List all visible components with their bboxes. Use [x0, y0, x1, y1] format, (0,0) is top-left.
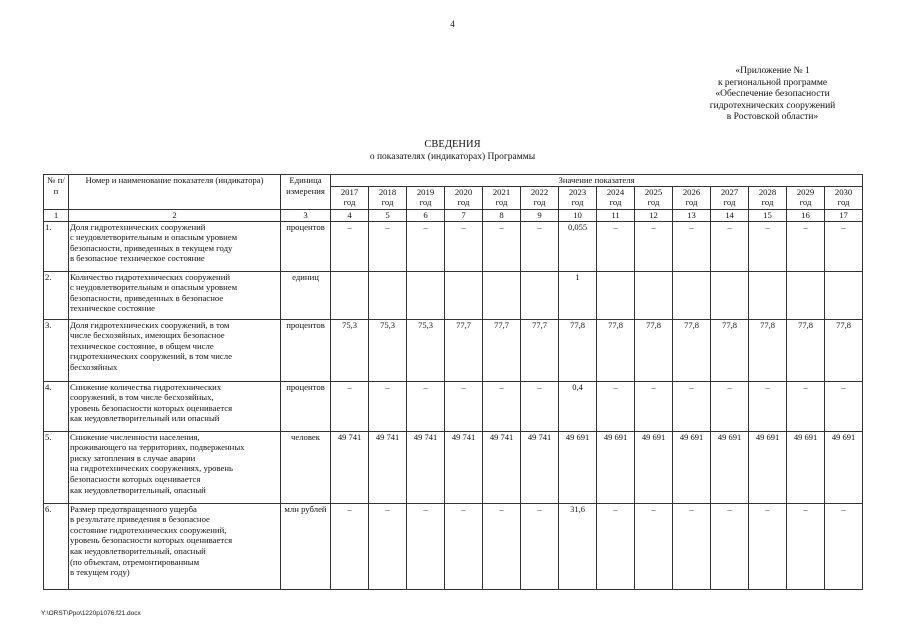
- year-suffix: год: [533, 197, 546, 207]
- value-cell: –: [445, 221, 483, 271]
- indicator-name-line: безопасности, приведенных в безопасное: [70, 292, 224, 303]
- year-label: 2020: [454, 187, 473, 197]
- value-cell: 77,8: [749, 319, 787, 381]
- indicator-unit: млн рублей: [281, 503, 331, 589]
- value-cell: [635, 271, 673, 319]
- column-number: 14: [711, 210, 749, 222]
- header-year-cell: [331, 187, 369, 210]
- year-label: 2022: [530, 187, 549, 197]
- header-year-cell: [521, 187, 559, 210]
- indicator-name-line: как неудовлетворительный, опасный: [70, 545, 206, 556]
- value-cell: [711, 271, 749, 319]
- header-year-cell: [597, 187, 635, 210]
- indicator-name-line: проживающего на территориях, подверженных: [70, 442, 245, 453]
- value-cell: –: [597, 381, 635, 431]
- value-cell: –: [749, 381, 787, 431]
- value-cell: [673, 271, 711, 319]
- value-cell: [331, 271, 369, 319]
- file-path-footer: Y:\ORST\Ppo\1220p1076.f21.docx: [41, 610, 141, 617]
- column-number: 3: [281, 210, 331, 222]
- value-cell: –: [331, 221, 369, 271]
- header-year-cell: [711, 187, 749, 210]
- value-cell: 77,8: [787, 319, 825, 381]
- row-number: 3.: [44, 319, 69, 381]
- row-number: 6.: [44, 503, 69, 589]
- column-number: 9: [521, 210, 559, 222]
- year-label: 2025: [644, 187, 663, 197]
- column-number: 8: [483, 210, 521, 222]
- value-cell: 49 691: [673, 431, 711, 503]
- value-cell: 77,7: [445, 319, 483, 381]
- indicator-name: [69, 431, 281, 503]
- year-suffix: год: [609, 197, 622, 207]
- year-label: 2017: [340, 187, 359, 197]
- value-cell: 77,8: [711, 319, 749, 381]
- year-label: 2018: [378, 187, 397, 197]
- value-cell: [749, 271, 787, 319]
- value-cell: 49 741: [369, 431, 407, 503]
- appendix-line: к региональной программе: [717, 77, 828, 88]
- year-suffix: год: [799, 197, 812, 207]
- table-row: [44, 221, 863, 271]
- value-cell: –: [787, 381, 825, 431]
- header-year-cell: [559, 187, 597, 210]
- header-value-group: Значение показателя: [331, 175, 863, 187]
- year-label: 2030: [834, 187, 853, 197]
- column-number: 15: [749, 210, 787, 222]
- indicator-name-line: техническое состояние, в общем числе: [70, 340, 214, 351]
- header-row: [44, 175, 863, 187]
- value-cell: –: [749, 503, 787, 589]
- header-year-cell: [825, 187, 863, 210]
- indicator-name-line: техническое состояние: [70, 303, 156, 314]
- value-cell: –: [597, 503, 635, 589]
- page-number: 4: [450, 19, 455, 29]
- value-cell: –: [369, 503, 407, 589]
- value-cell: –: [673, 221, 711, 271]
- value-cell: –: [635, 381, 673, 431]
- value-cell: 77,8: [635, 319, 673, 381]
- indicator-name-line: Размер предотвращенного ущерба: [70, 503, 197, 514]
- year-suffix: год: [685, 197, 698, 207]
- value-cell: –: [635, 503, 673, 589]
- indicator-name-line: состояние гидротехнических сооружений,: [70, 524, 227, 535]
- indicator-name: [69, 381, 281, 431]
- indicator-name-line: риску затопления в случае аварии: [70, 452, 196, 463]
- value-cell: 77,7: [483, 319, 521, 381]
- value-cell: 49 691: [711, 431, 749, 503]
- value-cell: –: [521, 381, 559, 431]
- indicator-unit: процентов: [281, 319, 331, 381]
- column-number: 10: [559, 210, 597, 222]
- value-cell: 77,8: [673, 319, 711, 381]
- document-title: СВЕДЕНИЯ: [424, 139, 481, 150]
- indicator-name: [69, 503, 281, 589]
- indicator-name-line: (по объектам, отремонтированным: [70, 556, 200, 567]
- header-year-cell: [673, 187, 711, 210]
- value-cell: –: [749, 221, 787, 271]
- value-cell: 49 741: [445, 431, 483, 503]
- value-cell: 49 691: [787, 431, 825, 503]
- value-cell: –: [711, 381, 749, 431]
- indicator-name-line: как неудовлетворительный или опасный: [70, 413, 220, 424]
- value-cell: [369, 271, 407, 319]
- table-row: [44, 271, 863, 319]
- year-suffix: год: [647, 197, 660, 207]
- header-name: Номер и наименование показателя (индикатора): [69, 175, 281, 210]
- indicator-name-line: уровень безопасности которых оценивается: [70, 535, 233, 546]
- value-cell: 49 741: [331, 431, 369, 503]
- year-suffix: год: [419, 197, 432, 207]
- indicator-name-line: Доля гидротехнических сооружений, в том: [70, 319, 230, 330]
- header-year-cell: [635, 187, 673, 210]
- indicator-name-line: с неудовлетворительным и опасным уровнем: [70, 232, 238, 243]
- appendix-line: «Приложение № 1: [735, 66, 810, 76]
- indicator-name-line: в текущем году): [70, 567, 130, 578]
- indicator-name-line: Снижение количества гидротехнических: [70, 381, 222, 392]
- value-cell: –: [711, 503, 749, 589]
- value-cell: –: [635, 221, 673, 271]
- indicator-unit: человек: [281, 431, 331, 503]
- column-number: 4: [331, 210, 369, 222]
- year-suffix: год: [457, 197, 470, 207]
- indicator-name-line: уровень безопасности которых оценивается: [70, 402, 233, 413]
- table-row: [44, 319, 863, 381]
- value-cell: [483, 271, 521, 319]
- value-cell: –: [483, 221, 521, 271]
- year-suffix: год: [571, 197, 584, 207]
- document-subtitle: о показателях (индикаторах) Программы: [369, 152, 536, 162]
- indicator-name-line: Снижение численности населения,: [70, 431, 200, 442]
- value-cell: 0,055: [559, 221, 597, 271]
- value-cell: 31,6: [559, 503, 597, 589]
- value-cell: 49 741: [483, 431, 521, 503]
- column-number: 2: [69, 210, 281, 222]
- row-number: 1.: [44, 221, 69, 271]
- table-row: [44, 431, 863, 503]
- header-year-cell: [749, 187, 787, 210]
- value-cell: –: [407, 503, 445, 589]
- year-label: 2023: [568, 187, 587, 197]
- indicator-name-line: Количество гидротехнических сооружений: [70, 271, 230, 282]
- year-label: 2027: [720, 187, 739, 197]
- column-number: 16: [787, 210, 825, 222]
- value-cell: –: [711, 221, 749, 271]
- indicator-name-line: в результате приведения в безопасное: [70, 514, 210, 525]
- value-cell: –: [825, 221, 863, 271]
- value-cell: [521, 271, 559, 319]
- value-cell: 49 741: [407, 431, 445, 503]
- value-cell: –: [673, 381, 711, 431]
- value-cell: [407, 271, 445, 319]
- indicator-name-line: безопасности, приведенных в текущем году: [70, 242, 233, 253]
- indicator-name-line: Доля гидротехнических сооружений: [70, 221, 206, 232]
- appendix-line: в Ростовской области»: [726, 112, 819, 123]
- value-cell: 77,7: [521, 319, 559, 381]
- value-cell: –: [597, 221, 635, 271]
- year-suffix: год: [723, 197, 736, 207]
- value-cell: 75,3: [407, 319, 445, 381]
- value-cell: –: [483, 503, 521, 589]
- indicator-name: [69, 271, 281, 319]
- value-cell: –: [483, 381, 521, 431]
- value-cell: 0,4: [559, 381, 597, 431]
- value-cell: 49 741: [521, 431, 559, 503]
- header-unit: Единица измерения: [281, 175, 331, 210]
- year-label: 2021: [492, 187, 511, 197]
- year-label: 2026: [682, 187, 701, 197]
- year-label: 2028: [758, 187, 777, 197]
- value-cell: –: [787, 503, 825, 589]
- indicator-name-line: как неудовлетворительный, опасный: [70, 484, 206, 495]
- header-year-cell: [445, 187, 483, 210]
- indicator-name-line: гидротехнических сооружений, в том числе: [70, 351, 232, 362]
- year-suffix: год: [837, 197, 850, 207]
- value-cell: –: [521, 221, 559, 271]
- year-label: 2029: [796, 187, 815, 197]
- value-cell: [597, 271, 635, 319]
- header-year-cell: [369, 187, 407, 210]
- indicator-name-line: безопасности которых оценивается: [70, 473, 201, 484]
- value-cell: 1: [559, 271, 597, 319]
- table-row: [44, 381, 863, 431]
- value-cell: 49 691: [825, 431, 863, 503]
- appendix-line: «Обеспечение безопасности: [715, 89, 830, 100]
- value-cell: 77,8: [825, 319, 863, 381]
- year-label: 2019: [416, 187, 435, 197]
- value-cell: –: [331, 381, 369, 431]
- year-suffix: год: [761, 197, 774, 207]
- value-cell: –: [787, 221, 825, 271]
- value-cell: 77,8: [559, 319, 597, 381]
- header-year-cell: [787, 187, 825, 210]
- value-cell: 75,3: [331, 319, 369, 381]
- year-suffix: год: [495, 197, 508, 207]
- indicator-name-line: бесхозяйных: [70, 361, 118, 372]
- value-cell: 77,8: [597, 319, 635, 381]
- appendix-caption: [640, 66, 905, 124]
- row-number: 5.: [44, 431, 69, 503]
- value-cell: 75,3: [369, 319, 407, 381]
- table-row: [44, 503, 863, 589]
- appendix-line: гидротехнических сооружений: [709, 100, 836, 111]
- value-cell: –: [673, 503, 711, 589]
- indicator-name: [69, 221, 281, 271]
- value-cell: –: [825, 503, 863, 589]
- header-num: № п/п: [44, 175, 69, 210]
- indicator-unit: единиц: [281, 271, 331, 319]
- row-number: 2.: [44, 271, 69, 319]
- year-label: 2024: [606, 187, 625, 197]
- value-cell: –: [407, 381, 445, 431]
- value-cell: [825, 271, 863, 319]
- value-cell: –: [825, 381, 863, 431]
- column-number: 6: [407, 210, 445, 222]
- value-cell: –: [445, 381, 483, 431]
- indicator-name-line: на гидротехнических сооружениях, уровень: [70, 463, 234, 474]
- value-cell: –: [407, 221, 445, 271]
- indicator-name-line: сооружений, в том числе бесхозяйных,: [70, 392, 214, 403]
- indicator-name-line: с неудовлетворительным и опасным уровнем: [70, 282, 238, 293]
- column-number: 1: [44, 210, 69, 222]
- value-cell: –: [369, 221, 407, 271]
- indicator-name-line: числе бесхозяйных, имеющих безопасное: [70, 330, 225, 341]
- value-cell: –: [331, 503, 369, 589]
- column-number: 12: [635, 210, 673, 222]
- column-number: 13: [673, 210, 711, 222]
- value-cell: –: [521, 503, 559, 589]
- value-cell: 49 691: [559, 431, 597, 503]
- indicator-name-line: в безопасное техническое состояние: [70, 253, 205, 264]
- value-cell: [787, 271, 825, 319]
- column-number: 5: [369, 210, 407, 222]
- value-cell: 49 691: [749, 431, 787, 503]
- indicators-table: [43, 174, 863, 590]
- value-cell: 49 691: [597, 431, 635, 503]
- column-number: 7: [445, 210, 483, 222]
- value-cell: [445, 271, 483, 319]
- indicator-unit: процентов: [281, 221, 331, 271]
- value-cell: –: [369, 381, 407, 431]
- indicator-name: [69, 319, 281, 381]
- value-cell: –: [445, 503, 483, 589]
- column-numbers-row: [44, 210, 863, 222]
- header-year-cell: [407, 187, 445, 210]
- value-cell: 49 691: [635, 431, 673, 503]
- row-number: 4.: [44, 381, 69, 431]
- indicator-unit: процентов: [281, 381, 331, 431]
- year-suffix: год: [381, 197, 394, 207]
- header-year-cell: [483, 187, 521, 210]
- column-number: 11: [597, 210, 635, 222]
- year-suffix: год: [343, 197, 356, 207]
- column-number: 17: [825, 210, 863, 222]
